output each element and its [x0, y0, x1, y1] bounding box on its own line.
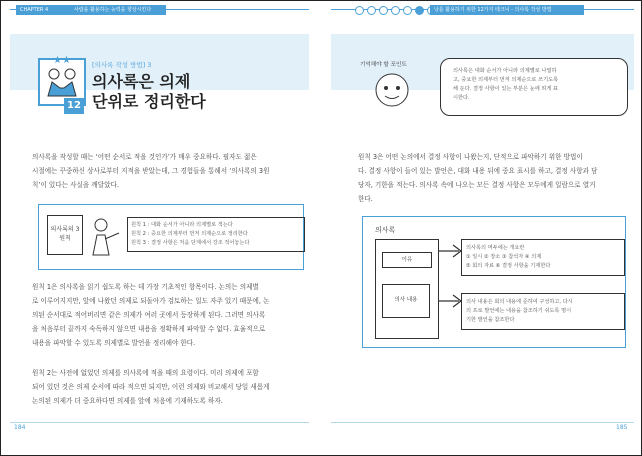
- callout-line: ① 일시 ② 장소 ③ 참석자 ④ 의제: [466, 254, 542, 260]
- page-number-left: 184: [14, 424, 26, 431]
- figure-book-label: 의사록의 3원칙: [47, 215, 83, 255]
- difficulty-stars: ★★: [53, 55, 71, 66]
- callout-line: 의사 내용은 회의 내용에 준하여 구성하고, 다시: [466, 299, 573, 305]
- doc-box-bottom: 의사 내용: [382, 284, 430, 318]
- character-icon: [372, 70, 412, 110]
- progress-dot: [367, 6, 376, 15]
- section-title: 낭를 활용하기 위한 12가지 테크닉 - 의사록 작성 방법: [430, 5, 584, 15]
- chapter-title: 사람을 활용하는 능력을 향상시킨다: [70, 5, 166, 15]
- principle-item: 원칙 2 : 중요한 의제부터 먼저 의제순으로 정리한다: [131, 231, 248, 237]
- footer-rule-right: [331, 422, 634, 423]
- principle-item: 원칙 1 : 대화 순서가 아니라 의제별로 적는다: [131, 222, 233, 228]
- text-line: 의된 순서대로 적어버리면 같은 의제가 여러 곳에서 등장하게 된다. 그러면 의사록: [32, 311, 266, 319]
- callout-body: [461, 293, 625, 330]
- tip-line: 고, 중요한 의제부터 먼저 의제순으로 쓰기도록: [453, 77, 559, 83]
- tip-bubble: [440, 58, 628, 116]
- callout-header: [461, 239, 625, 276]
- callout-line: 의 프로 발언에는 내용을 참조하기 쉬도록 명시: [466, 308, 572, 314]
- left-paragraph-3: [32, 366, 310, 408]
- footer-rule-left: [10, 422, 309, 423]
- progress-dot: [391, 6, 400, 15]
- tip-line: 해 둔다. 결정 사항이 있는 부분은 눈에 띄게 표: [453, 86, 559, 92]
- text-line: 논의된 의제가 더 중요하다면 의제를 앞에 처음에 기재하도록 하자.: [32, 397, 223, 405]
- text-line: 원칙 2는 사전에 없었던 의제를 의사록에 적을 때의 요령이다. 미리 의제에 포함: [32, 369, 259, 377]
- title-line-2: 단위로 정리한다: [92, 92, 206, 111]
- callout-line: 기한 발언을 참조한다: [466, 317, 515, 323]
- text-line: 한다.: [358, 195, 373, 203]
- text-line: 을 처음부터 끝까지 숙독하지 않으면 내용을 정확하게 파악할 수 없다. 효율적으로: [32, 325, 266, 333]
- doc-label: 의사록: [375, 226, 396, 234]
- tip-label: 기억해야 할 포인트: [360, 62, 407, 68]
- section-tag: [의사록 작성 방법] 3: [92, 61, 152, 69]
- title-line-1: 의사록은 의제: [92, 72, 191, 91]
- progress-dot: [379, 6, 388, 15]
- text-line: 원칙 3은 어떤 논의에서 결정 사항이 나왔는지, 단적으로 파악하기 위한 방법이: [358, 153, 583, 161]
- principles-figure: [38, 204, 304, 270]
- doc-outline: [375, 239, 439, 339]
- text-line: 칙’이 있다는 사실을 깨달았다.: [32, 181, 119, 189]
- callout-line: ⑤ 회의 자료 ⑥ 결정 사항을 기재한다: [466, 263, 551, 269]
- text-line: 내용을 파악할 수 있도록 의제별로 발언을 정리해야 한다.: [32, 339, 196, 347]
- progress-dot-active: [415, 6, 424, 15]
- tip-line: 의사록은 대화 순서가 아니라 의제별로 나열하: [453, 68, 557, 74]
- page-number-right: 185: [616, 424, 628, 431]
- progress-dots: [355, 5, 439, 15]
- text-line: 원칙 1은 의사록을 읽기 쉽도록 하는 데 가장 기초적인 항목이다. 논의는 의제별: [32, 283, 259, 291]
- minutes-figure: [362, 216, 626, 348]
- left-paragraph-2: [32, 280, 310, 350]
- text-line: 당자, 기한을 적는다. 의사록 속에 나오는 모든 결정 사항은 모두에게 일람으로 열거: [358, 181, 596, 189]
- text-line: 시절에는 꾸중하신 상사로부터 지적을 받았는데, 그 경험들을 통해서 ‘의사록의 3원: [32, 167, 270, 175]
- doc-box-top: 이유: [382, 252, 432, 268]
- chapter-label: CHAPTER 4: [16, 5, 70, 15]
- tip-line: 시한다.: [453, 95, 470, 101]
- progress-dot: [355, 6, 364, 15]
- text-line: 로 이루어지지만, 앞에 나왔던 의제로 되돌아가 검토하는 일도 자주 있기 때문에, 논: [32, 297, 270, 305]
- text-line: 의사록을 작성할 때는 ‘어떤 순서로 적을 것인가’가 매우 중요하다. 필자도 젊은: [32, 153, 257, 161]
- text-line: 다. 결정 사항이 들어 있는 발언은, 대화 내용 뒤에 중요 표시를 하고, 결정 사항과 담: [358, 167, 598, 175]
- progress-dot: [403, 6, 412, 15]
- tip-text: [453, 67, 623, 103]
- left-paragraph-1: [32, 150, 310, 192]
- page-title: [92, 72, 262, 112]
- principle-item: 원칙 3 : 결정 사항은 처음 단계에서 강조 적어놓는다: [131, 240, 250, 246]
- principles-list: [127, 217, 305, 252]
- right-paragraph-1: [358, 150, 634, 206]
- badge-number: 12: [64, 98, 84, 114]
- callout-line: 의사록의 머두에는 개요란: [466, 245, 525, 251]
- presenter-icon: [89, 215, 125, 259]
- text-line: 되어 있던 것은 의제 순서에 따라 적으면 되지만, 이런 의제와 비교해서 당일 새롭게: [32, 383, 270, 391]
